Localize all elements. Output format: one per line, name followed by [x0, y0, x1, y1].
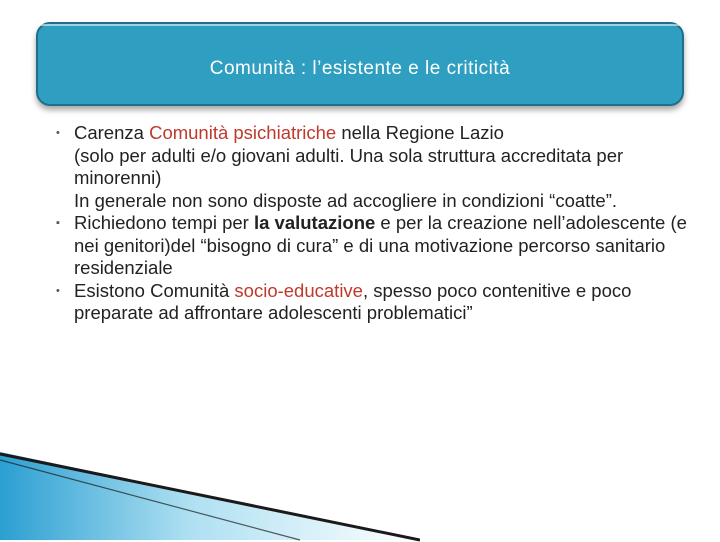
bullet-1-paragraph-2: (solo per adulti e/o giovani adulti. Una sola struttura accreditata per minorenni): [74, 144, 624, 188]
bullet-1-text-c: nella Regione Lazio: [336, 122, 504, 143]
slide-title: Comunità : l’esistente e le criticità: [209, 58, 511, 79]
bullet-item-2: [56, 212, 696, 280]
bullet-marker: •: [56, 127, 60, 139]
bullet-3-text-a: Esistono Comunità: [74, 279, 235, 301]
bullet-1-line-1: [74, 122, 696, 145]
bullet-2-text-c: e per la creazione nell’adolescente (e nei genitori)del “bisogno di cura” e di una motivazione percorso sanitario residenziale: [74, 212, 687, 278]
bullet-item-1: [56, 122, 696, 212]
title-box: [36, 22, 684, 106]
bullet-marker: ▪: [56, 217, 60, 229]
decorative-swoosh: [0, 452, 420, 542]
bullet-3-highlight: socio-educative: [234, 279, 363, 301]
bullet-marker: •: [56, 284, 60, 297]
bullet-2-text-a: Richiedono tempi per: [74, 212, 254, 233]
bullet-1-text-a: Carenza: [74, 122, 150, 143]
bullet-2-highlight: la valutazione: [253, 212, 376, 233]
title-box-shine: [38, 24, 682, 26]
bullet-1-highlight: Comunità psichiatriche: [149, 122, 337, 143]
bullet-3-text-c: , spesso poco contenitive e poco preparate ad affrontare adolescenti problematici”: [74, 279, 632, 323]
bullet-list: [56, 122, 696, 325]
bullet-item-3: [56, 280, 696, 325]
bullet-1-paragraph-3: In generale non sono disposte ad accogliere in condizioni “coatte”.: [74, 189, 618, 211]
